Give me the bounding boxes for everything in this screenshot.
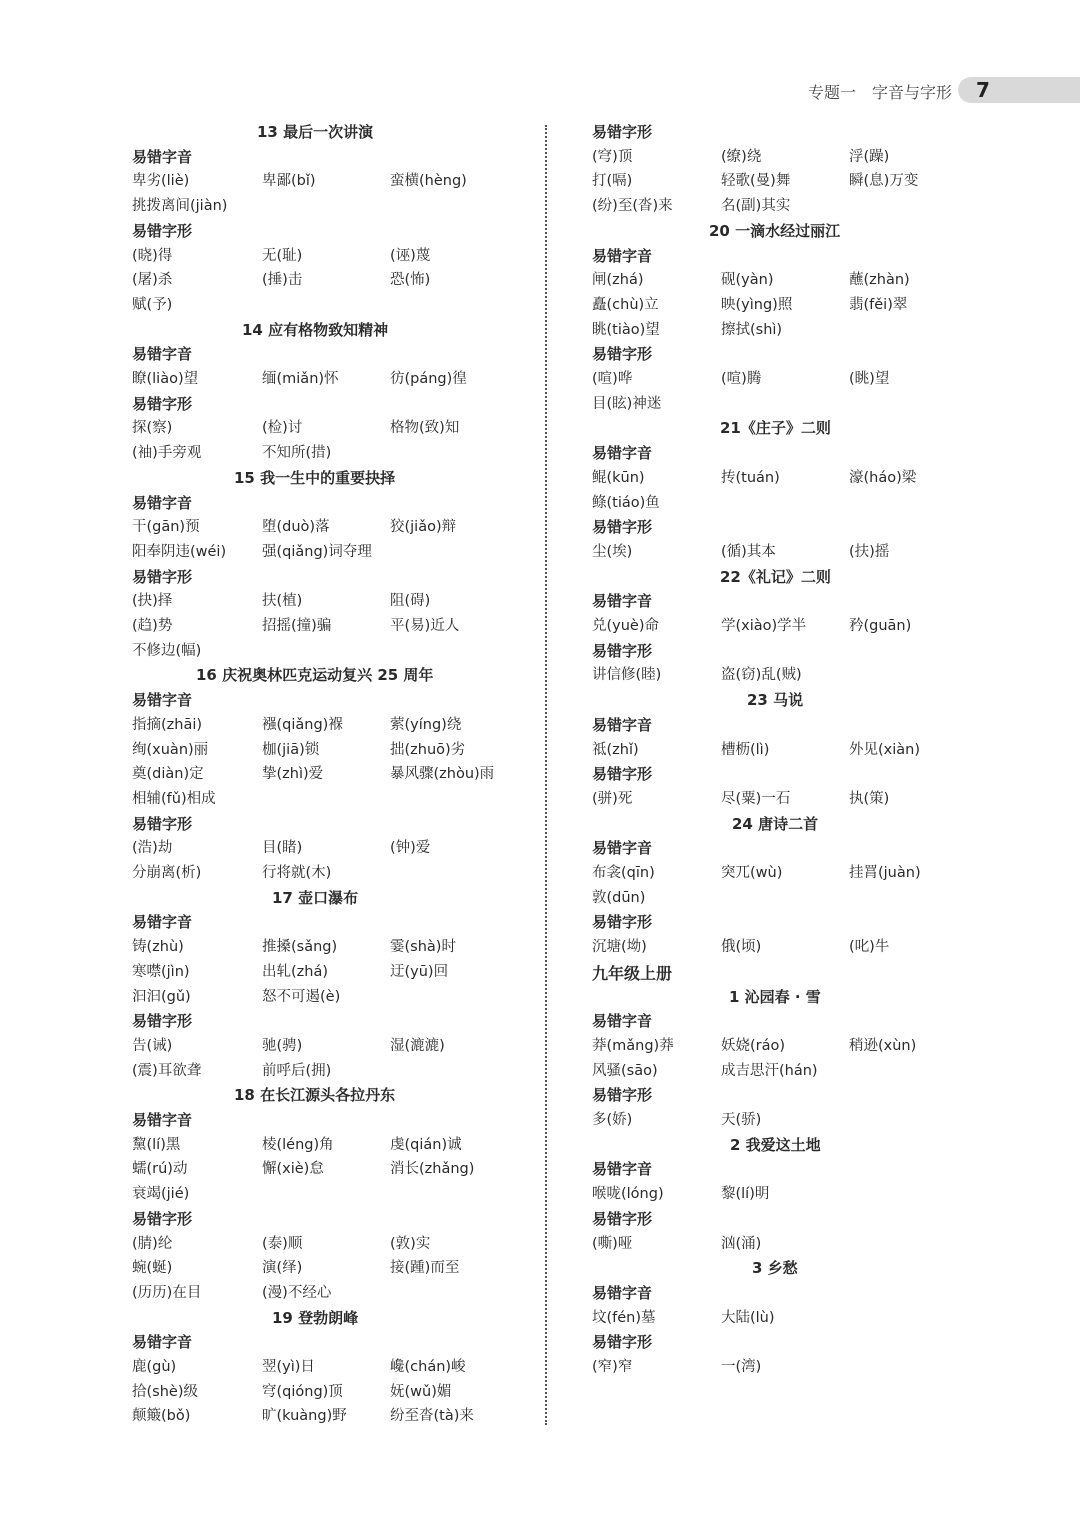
vocab-item: 莽(mǎng)莽 xyxy=(592,1037,674,1054)
vocab-item: 恐(怖) xyxy=(390,272,431,289)
vocab-item: 布衾(qīn) xyxy=(592,865,655,881)
section-label: 易错字音 xyxy=(592,839,653,858)
section-label: 易错字形 xyxy=(592,641,653,660)
vocab-item: 矜(guān) xyxy=(849,618,912,634)
lesson-title: 2 我爱这土地 xyxy=(730,1135,821,1154)
vocab-item: (骈)死 xyxy=(592,790,633,807)
vocab-item: 彷(páng)徨 xyxy=(390,371,467,387)
vocab-item: 行将就(木) xyxy=(262,865,332,881)
lesson-title: 22《礼记》二则 xyxy=(720,567,831,586)
vocab-item: 寒噤(jìn) xyxy=(132,963,190,980)
vocab-item: 迂(yū)回 xyxy=(390,963,449,980)
vocab-item: 赋(予) xyxy=(132,296,173,313)
vocab-item: 敦(dūn) xyxy=(592,889,646,906)
vocab-item: 阳奉阴违(wéi) xyxy=(132,543,227,560)
vocab-item: (腈)纶 xyxy=(132,1235,173,1252)
vocab-item: (屠)杀 xyxy=(132,272,173,289)
vocab-item: 挂罥(juàn) xyxy=(849,865,921,881)
vocab-item: 鲲(kūn) xyxy=(592,469,645,486)
vocab-item: (抉)择 xyxy=(132,593,173,610)
section-label: 易错字音 xyxy=(592,592,653,611)
vocab-item: 兑(yuè)命 xyxy=(592,618,660,634)
section-label: 易错字音 xyxy=(132,1111,193,1129)
page-number: 7 xyxy=(976,78,990,102)
vocab-item: 穹(qióng)顶 xyxy=(262,1383,343,1400)
vocab-item: 颠簸(bǒ) xyxy=(132,1408,191,1425)
vocab-item: 风骚(sāo) xyxy=(592,1062,658,1079)
vocab-item: (扶)摇 xyxy=(849,543,890,560)
vocab-item: (叱)牛 xyxy=(849,939,890,956)
vocab-item: 轻歌(曼)舞 xyxy=(721,173,791,190)
vocab-item: (眺)望 xyxy=(849,371,890,387)
vocab-item: 鲦(tiáo)鱼 xyxy=(592,494,660,511)
vocab-item: 抟(tuán) xyxy=(721,469,780,486)
vocab-item: 一(湾) xyxy=(721,1359,762,1375)
vocab-item: (循)其本 xyxy=(721,543,776,560)
vocab-item: 强(qiǎng)词夺理 xyxy=(262,543,372,560)
vocab-item: 俄(顷) xyxy=(721,939,762,956)
vocab-item: 卑劣(liè) xyxy=(132,173,190,190)
vocab-item: 推搡(sǎng) xyxy=(262,939,338,956)
vocab-item: 枷(jiā)锁 xyxy=(262,741,320,758)
section-label: 易错字形 xyxy=(132,1209,193,1228)
vocab-item: 不知所(措) xyxy=(262,445,332,462)
vocab-item: 祗(zhǐ) xyxy=(592,741,639,758)
vocab-item: (钟)爱 xyxy=(390,840,431,857)
vocab-item: 矗(chù)立 xyxy=(592,296,659,313)
vocab-item: 暴风骤(zhòu)雨 xyxy=(390,766,495,783)
vocab-item: (泰)顺 xyxy=(262,1235,303,1252)
vocab-item: 汩汩(gǔ) xyxy=(132,988,191,1005)
lesson-title: 14 应有格物致知精神 xyxy=(242,320,389,339)
vocab-item: 蠕(rú)动 xyxy=(132,1161,188,1178)
lesson-title: 3 乡愁 xyxy=(752,1259,798,1278)
vocab-item: (穹)顶 xyxy=(592,148,633,165)
vocab-item: 大陆(lù) xyxy=(721,1309,775,1326)
section-label: 易错字音 xyxy=(592,1283,653,1302)
vocab-item: (诬)蔑 xyxy=(390,247,431,264)
vocab-item: (窄)窄 xyxy=(592,1359,633,1375)
section-label: 易错字形 xyxy=(132,394,193,413)
vocab-item: 闸(zhá) xyxy=(592,272,644,289)
vocab-item: 湿(漉漉) xyxy=(390,1037,445,1054)
vocab-item: 妖娆(ráo) xyxy=(721,1037,786,1054)
vocab-item: 砚(yàn) xyxy=(721,272,774,289)
lesson-title: 18 在长江源头各拉丹东 xyxy=(234,1086,396,1105)
section-label: 易错字形 xyxy=(592,518,653,537)
vocab-item: 消长(zhǎng) xyxy=(390,1161,475,1178)
section-label: 易错字形 xyxy=(592,1333,653,1352)
vocab-item: 棱(léng)角 xyxy=(262,1136,334,1153)
section-label: 易错字形 xyxy=(132,221,193,240)
vocab-item: 稍逊(xùn) xyxy=(849,1037,917,1054)
vocab-item: 卑鄙(bǐ) xyxy=(262,173,316,190)
section-label: 易错字形 xyxy=(592,765,653,784)
section-label: 易错字音 xyxy=(592,715,653,734)
vocab-item: 目(眩)神迷 xyxy=(592,395,662,412)
header-section: 专题一 xyxy=(808,83,857,102)
vocab-item: (晓)得 xyxy=(132,247,173,264)
header-topic: 字音与字形 xyxy=(872,83,953,102)
vocab-item: 格物(致)知 xyxy=(390,420,460,437)
vocab-item: 学(xiào)学半 xyxy=(721,618,807,634)
vocab-item: 衰竭(jié) xyxy=(132,1186,190,1203)
vocab-item: 绚(xuàn)丽 xyxy=(132,741,209,758)
vocab-item: 狡(jiǎo)辩 xyxy=(390,519,457,536)
vocab-item: 黎(lí)明 xyxy=(721,1186,770,1203)
vocab-item: 槽枥(lì) xyxy=(721,741,770,758)
vocab-item: 翡(fěi)翠 xyxy=(849,296,908,313)
section-label: 易错字音 xyxy=(132,345,193,364)
vocab-item: 懈(xiè)怠 xyxy=(262,1161,324,1178)
vocab-item: 拙(zhuō)劣 xyxy=(390,741,466,758)
vocab-item: 襁(qiǎng)褓 xyxy=(262,716,343,733)
vocab-item: (缭)绕 xyxy=(721,148,762,165)
vocab-item: (纷)至(沓)来 xyxy=(592,198,673,215)
vocab-item: (历历)在目 xyxy=(132,1284,202,1301)
vocab-item: 指摘(zhāi) xyxy=(132,716,203,733)
vocab-item: 执(策) xyxy=(849,790,890,807)
section-label: 易错字音 xyxy=(132,493,193,512)
vocab-item: (检)讨 xyxy=(262,420,303,437)
lesson-title: 19 登勃朗峰 xyxy=(272,1308,359,1327)
vocab-item: 擦拭(shì) xyxy=(721,321,783,338)
section-label: 易错字形 xyxy=(132,814,193,833)
section-label: 易错字音 xyxy=(132,913,193,932)
section-label: 易错字音 xyxy=(592,1160,653,1179)
vocab-item: 怒不可遏(è) xyxy=(262,988,341,1005)
section-label: 易错字音 xyxy=(592,1012,653,1031)
vocab-item: 相辅(fǔ)相成 xyxy=(132,790,216,807)
vocab-item: 告(诫) xyxy=(132,1037,173,1054)
section-label: 易错字形 xyxy=(132,567,193,586)
vocab-item: 萦(yíng)绕 xyxy=(390,716,462,733)
section-label: 易错字音 xyxy=(592,444,653,463)
vocab-item: 拾(shè)级 xyxy=(132,1383,198,1400)
vocab-item: 多(娇) xyxy=(592,1112,633,1128)
lesson-title: 17 壶口瀑布 xyxy=(272,888,359,907)
vocab-item: 名(副)其实 xyxy=(721,198,791,215)
vocab-item: 鹿(gù) xyxy=(132,1359,177,1375)
vocab-item: 沉塘(坳) xyxy=(592,939,647,956)
lesson-title: 15 我一生中的重要抉择 xyxy=(234,468,396,487)
vocab-item: 讲信修(睦) xyxy=(592,667,662,684)
vocab-item: 驰(骋) xyxy=(262,1037,303,1054)
vocab-item: 虔(qián)诚 xyxy=(390,1136,462,1153)
vocab-item: 无(耻) xyxy=(262,247,303,264)
vocab-item: (趋)势 xyxy=(132,618,173,634)
vocab-item: 霎(shà)时 xyxy=(390,939,456,956)
lesson-title: 20 一滴水经过丽江 xyxy=(709,221,841,240)
vocab-item: 堕(duò)落 xyxy=(262,519,330,536)
vocab-item: 探(察) xyxy=(132,420,173,437)
vocab-item: 外见(xiàn) xyxy=(849,741,920,758)
vocab-item: 尘(埃) xyxy=(592,543,633,560)
vocab-item: 缅(miǎn)怀 xyxy=(262,371,339,387)
vocab-item: 打(嗝) xyxy=(592,173,633,190)
vocab-item: 铸(zhù) xyxy=(132,939,184,956)
section-label: 易错字音 xyxy=(132,147,193,166)
section-label: 易错字音 xyxy=(132,1333,193,1352)
vocab-item: 扶(植) xyxy=(262,593,303,610)
vocab-item: 前呼后(拥) xyxy=(262,1062,332,1079)
lesson-title: 21《庄子》二则 xyxy=(720,419,831,438)
vocab-item: (震)耳欲聋 xyxy=(132,1062,202,1079)
vocab-item: 翌(yì)日 xyxy=(262,1359,315,1375)
vocab-item: 成吉思汗(hán) xyxy=(721,1062,818,1079)
vocab-item: 黧(lí)黑 xyxy=(132,1136,181,1153)
grade-heading: 九年级上册 xyxy=(592,963,673,983)
section-label: 易错字形 xyxy=(592,123,653,141)
vocab-item: 蜿(蜒) xyxy=(132,1260,173,1277)
vocab-item: 挚(zhì)爱 xyxy=(262,766,324,783)
section-label: 易错字形 xyxy=(132,1012,193,1031)
section-label: 易错字形 xyxy=(592,913,653,932)
vocab-item: (喧)腾 xyxy=(721,371,762,387)
vocab-item: (喧)哗 xyxy=(592,371,633,387)
vocab-item: 盗(窃)乱(贼) xyxy=(721,667,802,684)
vocab-item: (敦)实 xyxy=(390,1235,431,1252)
vocab-item: (嘶)哑 xyxy=(592,1235,633,1252)
section-label: 易错字形 xyxy=(592,1209,653,1228)
vocab-item: 眺(tiào)望 xyxy=(592,321,660,338)
vocab-item: 蘸(zhàn) xyxy=(849,272,910,289)
vocab-item: (袖)手旁观 xyxy=(132,445,202,462)
lesson-title: 1 沁园春 · 雪 xyxy=(729,987,821,1006)
vocab-item: 旷(kuàng)野 xyxy=(262,1408,347,1425)
vocab-item: 分崩离(析) xyxy=(132,865,202,881)
vocab-item: 浮(躁) xyxy=(849,148,890,165)
vocab-item: 干(gān)预 xyxy=(132,519,200,536)
vocab-item: 巉(chán)峻 xyxy=(390,1359,466,1375)
vocab-item: 招摇(撞)骗 xyxy=(262,618,332,634)
vocab-item: 映(yìng)照 xyxy=(721,296,793,313)
vocab-item: 瞭(liào)望 xyxy=(132,371,199,387)
vocab-item: 出轧(zhá) xyxy=(262,963,329,980)
section-label: 易错字音 xyxy=(132,691,193,710)
vocab-item: 濠(háo)梁 xyxy=(849,469,917,486)
vocab-item: 奠(diàn)定 xyxy=(132,766,204,783)
vocab-item: (漫)不经心 xyxy=(262,1284,332,1301)
section-label: 易错字形 xyxy=(592,345,653,364)
vocab-item: 平(易)近人 xyxy=(390,618,460,634)
vocab-item: (捶)击 xyxy=(262,272,303,289)
vocab-item: 不修边(幅) xyxy=(132,642,202,659)
vocab-item: 瞬(息)万变 xyxy=(849,173,919,190)
column-divider xyxy=(545,125,547,1425)
vocab-item: 阻(碍) xyxy=(390,593,431,610)
vocab-item: 汹(涌) xyxy=(721,1235,762,1252)
lesson-title: 13 最后一次讲演 xyxy=(257,123,374,141)
vocab-item: 纷至沓(tà)来 xyxy=(390,1408,474,1425)
vocab-item: 坟(fén)墓 xyxy=(592,1309,656,1326)
vocab-item: 挑拨离间(jiàn) xyxy=(132,198,228,215)
vocab-item: 喉咙(lóng) xyxy=(592,1186,664,1203)
vocab-item: 接(踵)而至 xyxy=(390,1260,460,1277)
vocab-item: 妩(wǔ)媚 xyxy=(390,1383,452,1400)
section-label: 易错字形 xyxy=(592,1086,653,1105)
vocab-item: 蛮横(hèng) xyxy=(390,173,467,190)
vocab-item: 突兀(wù) xyxy=(721,865,783,881)
section-label: 易错字音 xyxy=(592,246,653,265)
lesson-title: 23 马说 xyxy=(747,691,804,710)
vocab-item: 演(绎) xyxy=(262,1260,303,1277)
vocab-item: 目(睹) xyxy=(262,840,303,857)
lesson-title: 24 唐诗二首 xyxy=(732,814,819,833)
lesson-title: 16 庆祝奥林匹克运动复兴 25 周年 xyxy=(196,666,434,685)
vocab-item: (浩)劫 xyxy=(132,840,173,857)
vocab-item: 天(骄) xyxy=(721,1112,762,1128)
vocab-item: 尽(粟)一石 xyxy=(721,790,791,807)
